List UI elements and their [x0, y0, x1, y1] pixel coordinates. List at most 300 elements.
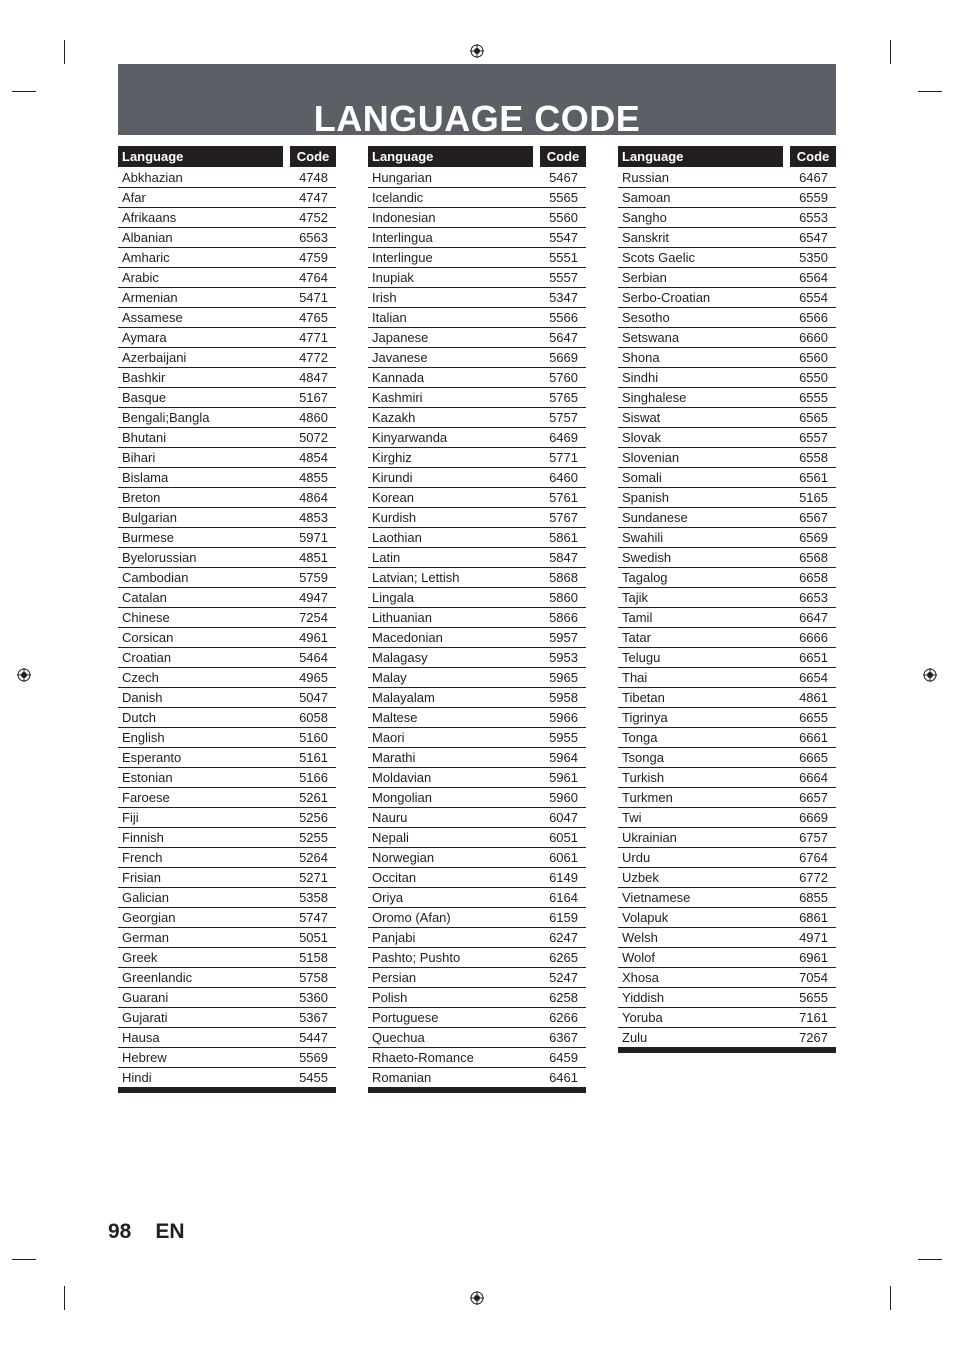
language-name: Thai [622, 670, 648, 685]
header-code: Code [540, 146, 586, 167]
language-name: Cambodian [122, 570, 189, 585]
table-row [618, 428, 836, 448]
table-row [618, 448, 836, 468]
table-row [618, 668, 836, 688]
language-name: Turkmen [622, 790, 673, 805]
language-code: 4854 [299, 450, 328, 465]
language-code: 5760 [549, 370, 578, 385]
language-name: Slovak [622, 430, 662, 445]
language-name: Urdu [622, 850, 651, 865]
language-name: French [122, 850, 163, 865]
language-name: Ukrainian [622, 830, 677, 845]
table-row [118, 568, 336, 588]
language-name: Sundanese [622, 510, 688, 525]
language-name: Mongolian [372, 790, 432, 805]
header-code: Code [290, 146, 336, 167]
language-code: 5847 [549, 550, 578, 565]
crop-mark [64, 1286, 65, 1310]
table-row [368, 788, 586, 808]
table-row [368, 868, 586, 888]
table-row [618, 508, 836, 528]
language-name: Danish [122, 690, 163, 705]
table-row [118, 468, 336, 488]
language-code: 5161 [299, 750, 328, 765]
language-name: Sesotho [622, 310, 670, 325]
language-code: 6247 [549, 930, 578, 945]
registration-mark-icon [923, 668, 937, 682]
language-name: Greenlandic [122, 970, 193, 985]
language-name: Quechua [372, 1030, 425, 1045]
table-row [618, 748, 836, 768]
table-row [368, 628, 586, 648]
language-name: Afrikaans [122, 210, 177, 225]
table-row [118, 348, 336, 368]
table-row [368, 888, 586, 908]
table-row [618, 388, 836, 408]
table-row [618, 888, 836, 908]
language-name: Esperanto [122, 750, 182, 765]
language-code: 5547 [549, 230, 578, 245]
language-code: 4759 [299, 250, 328, 265]
table-row [368, 208, 586, 228]
table-row [368, 928, 586, 948]
language-name: Chinese [122, 610, 170, 625]
language-code: 5271 [299, 870, 328, 885]
table-row [368, 1068, 586, 1088]
language-code: 5551 [549, 250, 578, 265]
language-code: 6653 [799, 590, 828, 605]
language-code: 5958 [549, 690, 578, 705]
language-name: Interlingua [372, 230, 433, 245]
language-code: 5964 [549, 750, 578, 765]
table-row [118, 1028, 336, 1048]
language-code: 6647 [799, 610, 828, 625]
language-name: Tibetan [622, 690, 665, 705]
table-row [618, 808, 836, 828]
language-table-1 [118, 146, 336, 1093]
language-code: 6654 [799, 670, 828, 685]
header-language: Language [118, 146, 283, 167]
language-name: Yiddish [622, 990, 665, 1005]
language-name: Nepali [372, 830, 409, 845]
table-row [118, 368, 336, 388]
language-name: English [122, 730, 165, 745]
language-name: Estonian [122, 770, 173, 785]
table-row [368, 1028, 586, 1048]
language-code: 5464 [299, 650, 328, 665]
language-name: Albanian [122, 230, 173, 245]
language-name: Javanese [372, 350, 428, 365]
table-row [618, 768, 836, 788]
table-row [618, 568, 836, 588]
language-name: Armenian [122, 290, 178, 305]
table-row [118, 308, 336, 328]
table-row [118, 908, 336, 928]
language-name: Finnish [122, 830, 164, 845]
registration-mark-icon [470, 1291, 484, 1305]
table-header [618, 146, 836, 167]
table-row [618, 328, 836, 348]
table-row [368, 288, 586, 308]
table-row [368, 528, 586, 548]
language-code: 6058 [299, 710, 328, 725]
language-code: 6266 [549, 1010, 578, 1025]
table-row [368, 908, 586, 928]
language-name: Georgian [122, 910, 176, 925]
language-code: 6561 [799, 470, 828, 485]
language-name: Marathi [372, 750, 416, 765]
language-code: 5347 [549, 290, 578, 305]
language-name: Czech [122, 670, 159, 685]
crop-mark [918, 1259, 942, 1260]
table-row [618, 168, 836, 188]
language-code: 6764 [799, 850, 828, 865]
table-row [618, 948, 836, 968]
language-code: 6560 [799, 350, 828, 365]
language-code: 7161 [799, 1010, 828, 1025]
language-code: 4752 [299, 210, 328, 225]
table-row [118, 508, 336, 528]
language-name: Laothian [372, 530, 422, 545]
language-name: Spanish [622, 490, 669, 505]
language-code: 5467 [549, 170, 578, 185]
table-row [368, 468, 586, 488]
language-code: 6461 [549, 1070, 578, 1085]
table-row [118, 448, 336, 468]
language-code: 4861 [799, 690, 828, 705]
language-code: 6051 [549, 830, 578, 845]
language-name: Hausa [122, 1030, 160, 1045]
language-code: 5765 [549, 390, 578, 405]
language-name: Arabic [122, 270, 159, 285]
page-footer [108, 1220, 185, 1244]
table-row [368, 168, 586, 188]
table-row [118, 208, 336, 228]
crop-mark [918, 91, 942, 92]
language-code: 4847 [299, 370, 328, 385]
language-code: 4965 [299, 670, 328, 685]
table-row [368, 1008, 586, 1028]
table-row [618, 228, 836, 248]
language-name: Bihari [122, 450, 156, 465]
language-name: Dutch [122, 710, 156, 725]
language-code: 5953 [549, 650, 578, 665]
table-row [618, 548, 836, 568]
table-row [618, 688, 836, 708]
language-name: Wolof [622, 950, 655, 965]
language-name: Tonga [622, 730, 658, 745]
language-name: Norwegian [372, 850, 435, 865]
language-code: 6566 [799, 310, 828, 325]
language-code: 6669 [799, 810, 828, 825]
table-footer-rule [368, 1088, 586, 1093]
language-name: Byelorussian [122, 550, 197, 565]
language-name: Basque [122, 390, 167, 405]
language-label: EN [155, 1220, 185, 1243]
table-row [618, 348, 836, 368]
table-row [118, 948, 336, 968]
language-code: 5455 [299, 1070, 328, 1085]
language-name: Corsican [122, 630, 174, 645]
language-name: Kinyarwanda [372, 430, 448, 445]
language-code: 4765 [299, 310, 328, 325]
language-name: German [122, 930, 169, 945]
language-name: Lingala [372, 590, 414, 605]
table-row [368, 808, 586, 828]
table-footer-rule [618, 1048, 836, 1053]
table-row [618, 968, 836, 988]
language-code: 5966 [549, 710, 578, 725]
language-code: 6159 [549, 910, 578, 925]
table-row [618, 468, 836, 488]
language-code: 6757 [799, 830, 828, 845]
table-row [118, 988, 336, 1008]
table-body [368, 168, 586, 1088]
table-row [118, 668, 336, 688]
language-code: 5167 [299, 390, 328, 405]
language-name: Xhosa [622, 970, 659, 985]
language-code: 6367 [549, 1030, 578, 1045]
table-row [368, 488, 586, 508]
registration-mark-icon [470, 44, 484, 58]
language-name: Bengali;Bangla [122, 410, 210, 425]
table-row [618, 868, 836, 888]
language-name: Icelandic [372, 190, 424, 205]
language-code: 5747 [299, 910, 328, 925]
language-code: 6658 [799, 570, 828, 585]
language-name: Panjabi [372, 930, 416, 945]
table-row [118, 888, 336, 908]
table-row [368, 428, 586, 448]
title-banner [118, 64, 836, 139]
language-code: 6657 [799, 790, 828, 805]
registration-mark-icon [17, 668, 31, 682]
table-row [368, 568, 586, 588]
table-row [118, 828, 336, 848]
language-name: Guarani [122, 990, 169, 1005]
table-row [618, 848, 836, 868]
language-code: 6559 [799, 190, 828, 205]
table-row [368, 668, 586, 688]
language-table-2 [368, 146, 586, 1093]
language-code: 4748 [299, 170, 328, 185]
crop-mark [890, 40, 891, 64]
language-code: 5957 [549, 630, 578, 645]
language-code: 4961 [299, 630, 328, 645]
language-name: Hebrew [122, 1050, 167, 1065]
language-name: Amharic [122, 250, 170, 265]
table-row [118, 708, 336, 728]
language-code: 4971 [799, 930, 828, 945]
table-row [368, 588, 586, 608]
table-row [618, 588, 836, 608]
language-code: 6651 [799, 650, 828, 665]
table-row [368, 448, 586, 468]
language-name: Hindi [122, 1070, 152, 1085]
language-code: 5758 [299, 970, 328, 985]
language-name: Sangho [622, 210, 667, 225]
language-code: 5767 [549, 510, 578, 525]
language-code: 6555 [799, 390, 828, 405]
table-row [368, 548, 586, 568]
language-code: 5560 [549, 210, 578, 225]
language-code: 5757 [549, 410, 578, 425]
language-code: 5358 [299, 890, 328, 905]
language-name: Kazakh [372, 410, 416, 425]
table-row [118, 1048, 336, 1068]
language-name: Indonesian [372, 210, 436, 225]
language-code: 7054 [799, 970, 828, 985]
table-row [368, 828, 586, 848]
language-name: Tagalog [622, 570, 668, 585]
table-row [118, 648, 336, 668]
language-code: 4771 [299, 330, 328, 345]
language-name: Moldavian [372, 770, 432, 785]
table-row [618, 1028, 836, 1048]
language-name: Yoruba [622, 1010, 663, 1025]
table-row [368, 728, 586, 748]
table-row [368, 228, 586, 248]
language-name: Inupiak [372, 270, 414, 285]
language-name: Malay [372, 670, 407, 685]
language-name: Kannada [372, 370, 425, 385]
language-name: Burmese [122, 530, 175, 545]
language-code: 5160 [299, 730, 328, 745]
language-name: Sindhi [622, 370, 659, 385]
language-name: Kurdish [372, 510, 417, 525]
table-row [368, 648, 586, 668]
table-row [368, 388, 586, 408]
table-row [118, 548, 336, 568]
language-code: 6563 [299, 230, 328, 245]
language-name: Assamese [122, 310, 183, 325]
table-row [368, 308, 586, 328]
language-name: Samoan [622, 190, 671, 205]
language-name: Tajik [622, 590, 649, 605]
language-name: Fiji [122, 810, 139, 825]
language-name: Tsonga [622, 750, 664, 765]
language-code: 6855 [799, 890, 828, 905]
language-name: Rhaeto-Romance [372, 1050, 474, 1065]
crop-mark [12, 1259, 36, 1260]
language-name: Croatian [122, 650, 172, 665]
language-name: Greek [122, 950, 158, 965]
language-code: 5158 [299, 950, 328, 965]
table-row [618, 368, 836, 388]
language-code: 5655 [799, 990, 828, 1005]
language-name: Irish [372, 290, 397, 305]
language-name: Maltese [372, 710, 418, 725]
language-code: 5471 [299, 290, 328, 305]
header-language: Language [368, 146, 533, 167]
table-row [118, 848, 336, 868]
language-code: 6961 [799, 950, 828, 965]
language-name: Welsh [622, 930, 658, 945]
language-name: Oriya [372, 890, 404, 905]
language-code: 5960 [549, 790, 578, 805]
language-name: Persian [372, 970, 417, 985]
language-name: Macedonian [372, 630, 443, 645]
language-name: Hungarian [372, 170, 432, 185]
table-row [368, 688, 586, 708]
language-code: 5761 [549, 490, 578, 505]
table-row [368, 328, 586, 348]
language-code: 6550 [799, 370, 828, 385]
language-name: Malayalam [372, 690, 435, 705]
table-row [618, 288, 836, 308]
language-name: Twi [622, 810, 642, 825]
language-code: 5264 [299, 850, 328, 865]
language-name: Tigrinya [622, 710, 668, 725]
language-code: 5247 [549, 970, 578, 985]
language-name: Bashkir [122, 370, 166, 385]
table-row [368, 368, 586, 388]
language-code: 5965 [549, 670, 578, 685]
language-name: Romanian [372, 1070, 432, 1085]
language-code: 4764 [299, 270, 328, 285]
table-row [118, 1008, 336, 1028]
table-row [368, 748, 586, 768]
language-code: 6661 [799, 730, 828, 745]
table-row [618, 928, 836, 948]
table-row [618, 608, 836, 628]
language-name: Italian [372, 310, 407, 325]
language-table-3 [618, 146, 836, 1053]
table-row [118, 408, 336, 428]
table-row [368, 968, 586, 988]
table-row [618, 648, 836, 668]
language-code: 5051 [299, 930, 328, 945]
table-footer-rule [118, 1088, 336, 1093]
language-code: 6554 [799, 290, 828, 305]
language-name: Siswat [622, 410, 661, 425]
language-code: 6258 [549, 990, 578, 1005]
language-name: Scots Gaelic [622, 250, 695, 265]
language-code: 5447 [299, 1030, 328, 1045]
language-name: Vietnamese [622, 890, 691, 905]
language-code: 4860 [299, 410, 328, 425]
table-row [368, 248, 586, 268]
language-code: 5861 [549, 530, 578, 545]
table-row [618, 788, 836, 808]
language-code: 5166 [299, 770, 328, 785]
table-row [118, 488, 336, 508]
table-row [368, 348, 586, 368]
table-row [618, 188, 836, 208]
language-name: Occitan [372, 870, 417, 885]
language-name: Catalan [122, 590, 167, 605]
language-code: 6553 [799, 210, 828, 225]
language-code: 5771 [549, 450, 578, 465]
language-code: 5971 [299, 530, 328, 545]
language-code: 4864 [299, 490, 328, 505]
language-name: Frisian [122, 870, 162, 885]
page-number: 98 [108, 1220, 132, 1243]
table-row [368, 708, 586, 728]
language-code: 6665 [799, 750, 828, 765]
language-name: Zulu [622, 1030, 648, 1045]
language-name: Kashmiri [372, 390, 423, 405]
language-name: Aymara [122, 330, 167, 345]
table-header [118, 146, 336, 167]
language-code: 6567 [799, 510, 828, 525]
language-name: Latvian; Lettish [372, 570, 460, 585]
language-name: Japanese [372, 330, 429, 345]
language-code: 6569 [799, 530, 828, 545]
language-name: Bulgarian [122, 510, 177, 525]
table-row [118, 248, 336, 268]
table-row [118, 328, 336, 348]
